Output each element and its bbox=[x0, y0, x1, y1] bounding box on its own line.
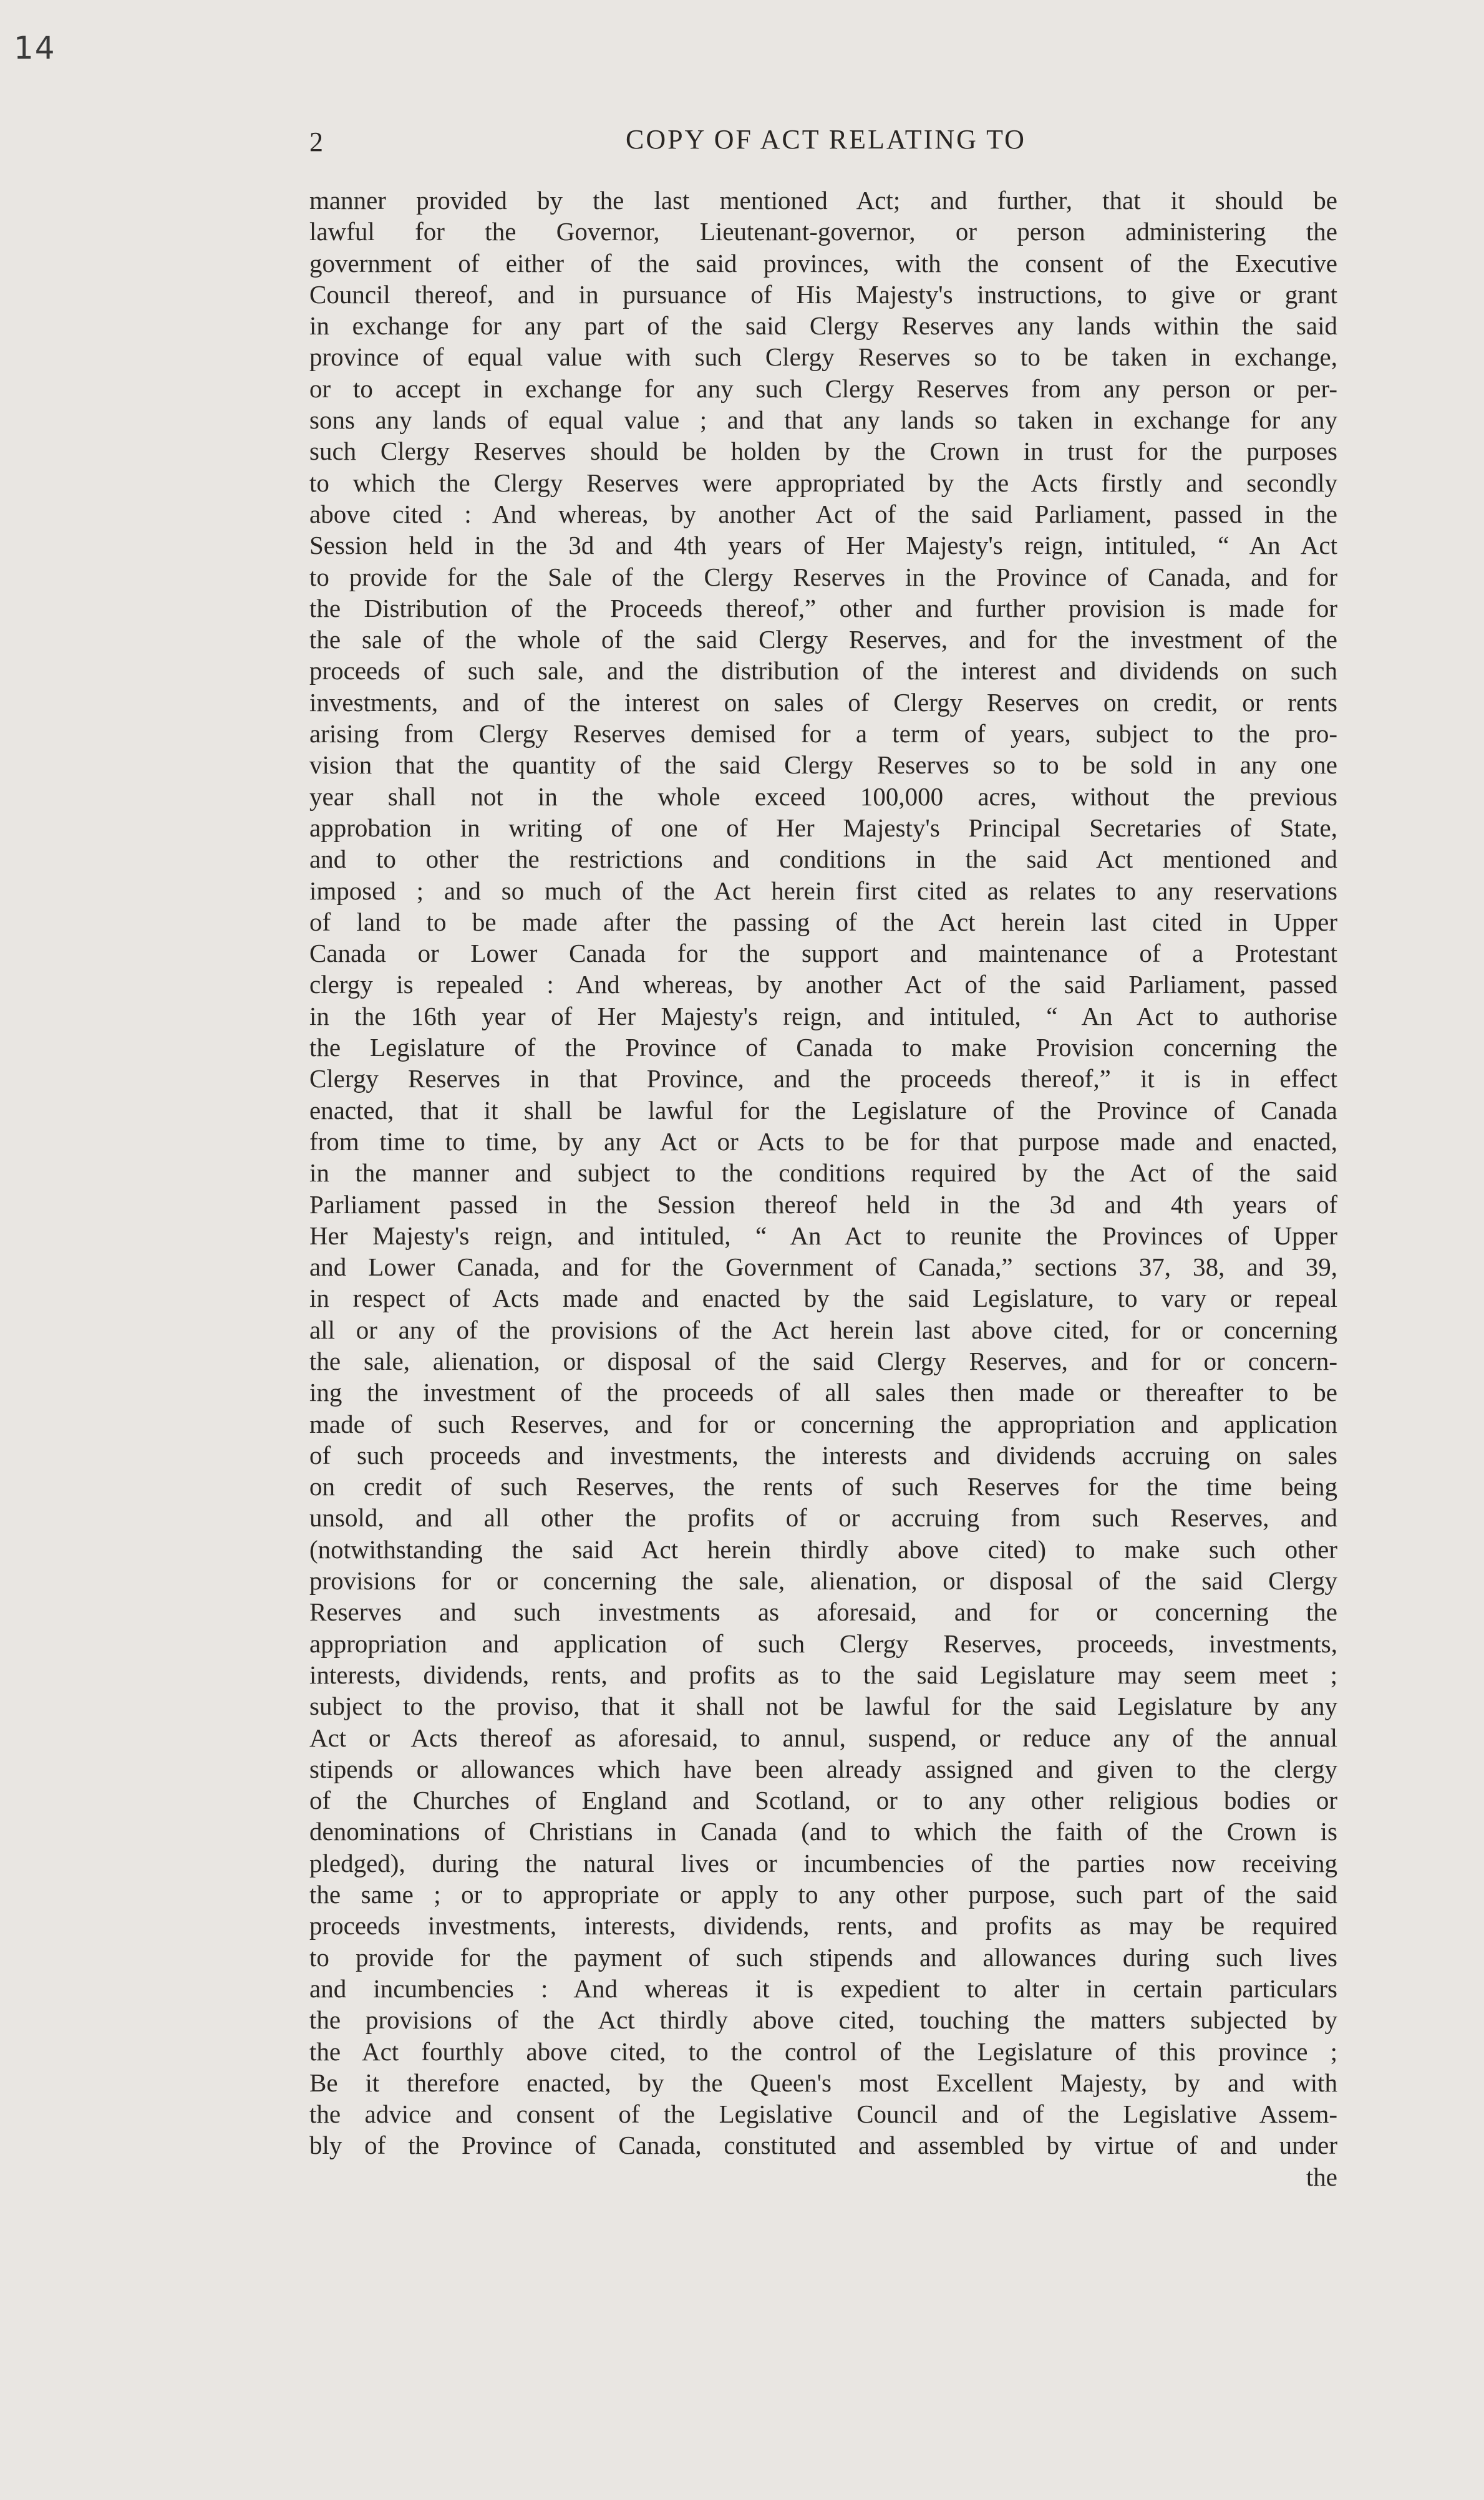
text-line: Reserves and such investments as aforesaid, and for or concerning the bbox=[309, 1597, 1337, 1627]
text-line: the Distribution of the Proceeds thereof,” other and further provision is made for bbox=[309, 593, 1337, 623]
text-line: such Clergy Reserves should be holden by the Crown in trust for the purposes bbox=[309, 437, 1337, 466]
text-line: Her Majesty's reign, and intituled, “ An Act to reunite the Provinces of Upper bbox=[309, 1221, 1337, 1250]
text-line: above cited : And whereas, by another Act of the said Parliament, passed in the bbox=[309, 499, 1337, 528]
text-line: Act or Acts thereof as aforesaid, to annul, suspend, or reduce any of the annual bbox=[309, 1723, 1337, 1752]
text-line: of land to be made after the passing of the Act herein last cited in Upper bbox=[309, 907, 1337, 936]
text-line: and Lower Canada, and for the Government of Canada,” sections 37, 38, and 39, bbox=[309, 1252, 1337, 1282]
text-line: appropriation and application of such Clergy Reserves, proceeds, investments, bbox=[309, 1629, 1337, 1658]
text-line: the Act fourthly above cited, to the control of the Legislature of this province ; bbox=[309, 2037, 1337, 2066]
text-line: enacted, that it shall be lawful for the Legislature of the Province of Canada bbox=[309, 1095, 1337, 1125]
text-line: on credit of such Reserves, the rents of such Reserves for the time being bbox=[309, 1472, 1337, 1501]
text-line: government of either of the said provinces, with the consent of the Executive bbox=[309, 248, 1337, 278]
text-line: interests, dividends, rents, and profits as to the said Legislature may seem meet ; bbox=[309, 1660, 1337, 1689]
text-line: subject to the proviso, that it shall not be lawful for the said Legislature by any bbox=[309, 1692, 1337, 1721]
text-line: manner provided by the last mentioned Act; and further, that it should be bbox=[309, 186, 1337, 215]
text-line: ing the investment of the proceeds of all sales then made or thereafter to be bbox=[309, 1378, 1337, 1407]
text-line: to provide for the payment of such stipends and allowances during such lives bbox=[309, 1942, 1337, 1972]
text-line: unsold, and all other the profits of or accruing from such Reserves, and bbox=[309, 1503, 1337, 1533]
body-text bbox=[309, 185, 1337, 2192]
text-line: Be it therefore enacted, by the Queen's most Excellent Majesty, by and with bbox=[309, 2068, 1337, 2097]
text-line: or to accept in exchange for any such Clergy Reserves from any person or per- bbox=[309, 374, 1337, 403]
original-page-number: 2 bbox=[309, 127, 323, 157]
text-line: vision that the quantity of the said Clergy Reserves so to be sold in any one bbox=[309, 750, 1337, 780]
text-line: Council thereof, and in pursuance of His Majesty's instructions, to give or grant bbox=[309, 279, 1337, 309]
text-line: clergy is repealed : And whereas, by another Act of the said Parliament, passed bbox=[309, 970, 1337, 999]
text-line: investments, and of the interest on sales of Clergy Reserves on credit, or rents bbox=[309, 687, 1337, 717]
text-line: the sale of the whole of the said Clergy Reserves, and for the investment of the bbox=[309, 625, 1337, 654]
text-line: stipends or allowances which have been already assigned and given to the clergy bbox=[309, 1754, 1337, 1783]
text-line: Parliament passed in the Session thereof held in the 3d and 4th years of bbox=[309, 1189, 1337, 1219]
running-title: COPY OF ACT RELATING TO bbox=[626, 124, 1026, 155]
text-line: to which the Clergy Reserves were appropriated by the Acts firstly and secondly bbox=[309, 468, 1337, 497]
text-line: bly of the Province of Canada, constituted and assembled by virtue of and under bbox=[309, 2131, 1337, 2160]
text-line: the Legislature of the Province of Canada to make Provision concerning the bbox=[309, 1033, 1337, 1062]
text-line: sons any lands of equal value ; and that any lands so taken in exchange for any bbox=[309, 405, 1337, 435]
text-line: made of such Reserves, and for or concerning the appropriation and application bbox=[309, 1409, 1337, 1438]
text-line: provisions for or concerning the sale, alienation, or disposal of the said Clergy bbox=[309, 1566, 1337, 1596]
text-line: Clergy Reserves in that Province, and the proceeds thereof,” it is in effect bbox=[309, 1064, 1337, 1093]
text-line: proceeds of such sale, and the distribution of the interest and dividends on such bbox=[309, 656, 1337, 686]
text-line: of the Churches of England and Scotland, or to any other religious bodies or bbox=[309, 1786, 1337, 1815]
text-line: all or any of the provisions of the Act herein last above cited, for or concerning bbox=[309, 1315, 1337, 1344]
page-number: 14 bbox=[14, 30, 56, 66]
text-line: and incumbencies : And whereas it is expedient to alter in certain particulars bbox=[309, 1974, 1337, 2003]
text-line: lawful for the Governor, Lieutenant-governor, or person administering the bbox=[309, 217, 1337, 246]
text-line: the advice and consent of the Legislative Council and of the Legislative Assem- bbox=[309, 2100, 1337, 2129]
text-line: imposed ; and so much of the Act herein first cited as relates to any reservations bbox=[309, 876, 1337, 905]
text-line: in the manner and subject to the conditions required by the Act of the said bbox=[309, 1158, 1337, 1188]
text-line: province of equal value with such Clergy Reserves so to be taken in exchange, bbox=[309, 342, 1337, 372]
text-line: in the 16th year of Her Majesty's reign, and intituled, “ An Act to authorise bbox=[309, 1001, 1337, 1030]
text-line: arising from Clergy Reserves demised for a term of years, subject to the pro- bbox=[309, 719, 1337, 749]
text-line: approbation in writing of one of Her Majesty's Principal Secretaries of State, bbox=[309, 813, 1337, 842]
text-line: Canada or Lower Canada for the support and maintenance of a Protestant bbox=[309, 939, 1337, 968]
text-line: the provisions of the Act thirdly above cited, touching the matters subjected by bbox=[309, 2005, 1337, 2035]
catchword: the bbox=[1306, 2162, 1337, 2191]
running-header bbox=[309, 124, 1337, 163]
text-line: pledged), during the natural lives or incumbencies of the parties now receiving bbox=[309, 1848, 1337, 1877]
text-line: of such proceeds and investments, the interests and dividends accruing on sales bbox=[309, 1440, 1337, 1470]
text-line: year shall not in the whole exceed 100,000 acres, without the previous bbox=[309, 782, 1337, 811]
text-line: Session held in the 3d and 4th years of Her Majesty's reign, intituled, “ An Act bbox=[309, 531, 1337, 560]
text-line: in respect of Acts made and enacted by the said Legislature, to vary or repeal bbox=[309, 1284, 1337, 1313]
text-line: from time to time, by any Act or Acts to be for that purpose made and enacted, bbox=[309, 1126, 1337, 1156]
text-line: the sale, alienation, or disposal of the said Clergy Reserves, and for or concern- bbox=[309, 1346, 1337, 1375]
text-line: proceeds investments, interests, dividends, rents, and profits as may be required bbox=[309, 1911, 1337, 1940]
text-line: and to other the restrictions and conditions in the said Act mentioned and bbox=[309, 845, 1337, 874]
text-line: (notwithstanding the said Act herein thirdly above cited) to make such other bbox=[309, 1534, 1337, 1564]
text-line: the same ; or to appropriate or apply to any other purpose, such part of the said bbox=[309, 1880, 1337, 1909]
text-line: to provide for the Sale of the Clergy Reserves in the Province of Canada, and for bbox=[309, 562, 1337, 591]
text-line: in exchange for any part of the said Clergy Reserves any lands within the said bbox=[309, 311, 1337, 341]
text-line: denominations of Christians in Canada (and to which the faith of the Crown is bbox=[309, 1817, 1337, 1846]
